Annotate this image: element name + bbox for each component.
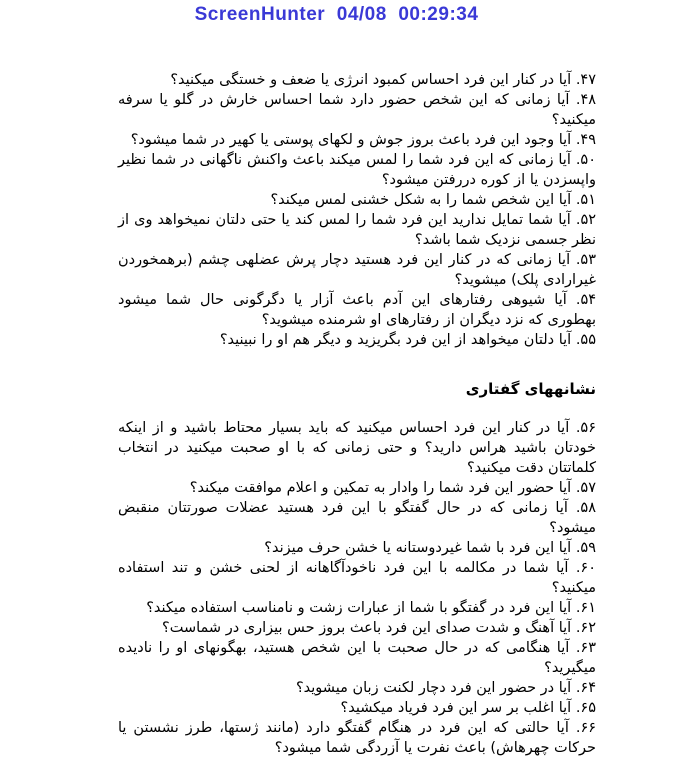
question-item <box>118 70 596 90</box>
question-item <box>118 498 596 538</box>
question-item <box>118 130 596 150</box>
question-item <box>118 250 596 290</box>
question-item <box>118 558 596 598</box>
question-text: آیا این شخص شما را به شکل خشنی لمس میکند؟ <box>270 192 572 208</box>
question-number: ۵۰. <box>575 152 596 168</box>
question-number: ۵۴. <box>575 292 597 308</box>
question-text: آیا شما تمایل ندارید این فرد شما را لمس کند یا حتی دلتان نمیخواهد وی از نظر جسمی نزدیک شما باشد؟ <box>118 212 596 248</box>
question-number: ۶۳. <box>575 640 596 656</box>
question-text: آیا این فرد در گفتگو با شما از عبارات زشت و نامناسب استفاده میکند؟ <box>146 600 572 616</box>
question-number: ۵۵. <box>575 332 596 348</box>
question-text: آیا در کنار این فرد احساس کمبود انرژی یا ضعف و خستگی میکنید؟ <box>170 72 572 88</box>
question-text: آیا در کنار این فرد احساس میکنید که باید بسیار محتاط باشید و از اینکه خودتان باشید هراس دارید؟ و حتی زمانی که با او صحبت میکنید در انتخاب کلماتتان دقت میکنید؟ <box>118 420 596 476</box>
question-number: ۵۱. <box>575 192 596 208</box>
question-text: آیا این فرد با شما غیردوستانه یا خشن حرف میزند؟ <box>264 540 572 556</box>
question-number: ۶۴. <box>575 680 596 696</box>
question-item <box>118 150 596 190</box>
question-number: ۶۵. <box>575 700 596 716</box>
question-item <box>118 698 596 718</box>
question-number: ۵۶. <box>575 420 596 436</box>
question-number: ۵۲. <box>575 212 597 228</box>
section-physical-signs <box>118 70 596 350</box>
question-text: آیا وجود این فرد باعث بروز جوش و لکهای پوستی یا کهیر در شما میشود؟ <box>130 132 572 148</box>
question-item <box>118 638 596 678</box>
question-text: آیا هنگامی که در حال صحبت با این شخص هستید، بهگونهای او را نادیده میگیرید؟ <box>118 640 596 676</box>
question-item <box>118 418 596 478</box>
question-text: آیا حالتی که این فرد در هنگام گفتگو دارد (مانند ژستها، طرز نشستن یا حرکات چهرهاش) باعث نفرت یا آزردگی شما میشود؟ <box>118 720 596 756</box>
question-item <box>118 618 596 638</box>
question-item <box>118 90 596 130</box>
question-number: ۵۳. <box>575 252 596 268</box>
question-item <box>118 210 596 250</box>
question-text: آیا اغلب بر سر این فرد فریاد میکشید؟ <box>340 700 572 716</box>
question-number: ۶۶. <box>575 720 597 736</box>
question-text: آیا شیوهی رفتارهای این آدم باعث آزار یا دگرگونی حال شما میشود بهطوری که نزد دیگران از رفتارهای او شرمنده میشوید؟ <box>118 292 596 328</box>
question-item <box>118 478 596 498</box>
question-item <box>118 190 596 210</box>
question-item <box>118 598 596 618</box>
question-number: ۶۰. <box>575 560 596 576</box>
document-body <box>118 70 596 758</box>
question-number: ۶۱. <box>575 600 596 616</box>
question-text: آیا زمانی که در حال گفتگو با این فرد هستید عضلات صورتتان منقبض میشود؟ <box>118 500 596 536</box>
question-item <box>118 718 596 758</box>
question-text: آیا شما در مکالمه با این فرد ناخودآگاهانه از لحنی خشن و تند استفاده میکنید؟ <box>118 560 596 596</box>
question-text: آیا زمانی که این فرد شما را لمس میکند باعث واکنش ناگهانی در شما نظیر واپسزدن یا از کوره دررفتن میشود؟ <box>118 152 596 188</box>
question-text: آیا آهنگ و شدت صدای این فرد باعث بروز حس بیزاری در شماست؟ <box>162 620 572 636</box>
question-number: ۵۹. <box>575 540 596 556</box>
question-item <box>118 290 596 330</box>
section-verbal-signs <box>118 418 596 758</box>
question-text: آیا زمانی که این شخص حضور دارد شما احساس خارش در گلو یا سرفه میکنید؟ <box>118 92 596 128</box>
question-item <box>118 678 596 698</box>
question-item <box>118 330 596 350</box>
question-number: ۴۹. <box>575 132 596 148</box>
question-number: ۴۷. <box>575 72 596 88</box>
question-text: آیا در حضور این فرد دچار لکنت زبان میشوید؟ <box>295 680 572 696</box>
question-item <box>118 538 596 558</box>
question-text: آیا زمانی که در کنار این فرد هستید دچار پرش عضلهی چشم (برهمخوردن غیرارادی پلک) میشوید؟ <box>118 252 596 288</box>
screenhunter-timestamp-banner: ScreenHunter 04/08 00:29:34 <box>194 4 479 25</box>
question-number: ۵۸. <box>575 500 596 516</box>
question-text: آیا دلتان میخواهد از این فرد بگریزید و دیگر هم او را نبینید؟ <box>219 332 572 348</box>
question-number: ۶۲. <box>575 620 596 636</box>
question-number: ۵۷. <box>575 480 596 496</box>
question-number: ۴۸. <box>575 92 597 108</box>
section-heading-verbal-signs: نشانههای گفتاری <box>465 380 596 398</box>
question-text: آیا حضور این فرد شما را وادار به تمکین و اعلام موافقت میکند؟ <box>189 480 572 496</box>
